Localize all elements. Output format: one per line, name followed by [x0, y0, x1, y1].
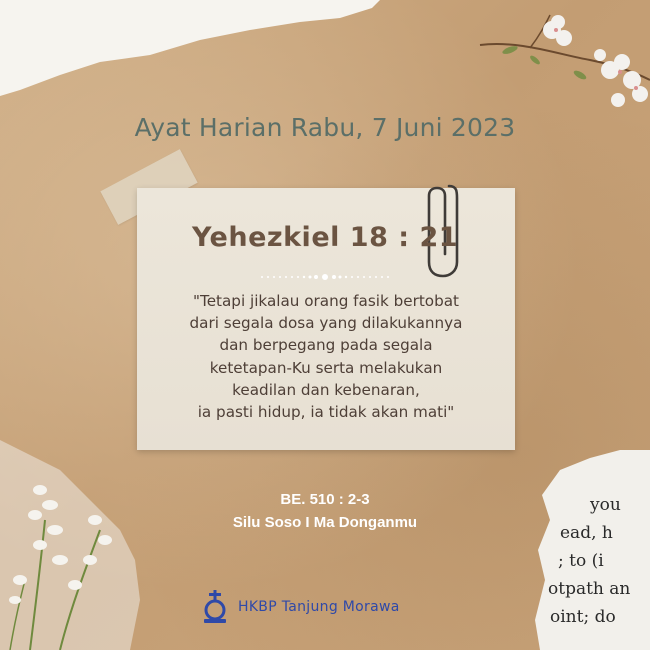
white-flower-sprig-icon — [0, 460, 140, 650]
book-text-line: otpath an — [548, 579, 631, 599]
verse-line: dan berpegang pada segala — [219, 336, 433, 355]
torn-book-page-decoration — [530, 450, 650, 650]
verse-line: keadilan dan kebenaran, — [232, 380, 420, 399]
book-text-line: ; to (i — [558, 551, 604, 571]
hymn-number: BE. 510 : 2-3 — [280, 491, 370, 508]
verse-line: ia pasti hidup, ia tidak akan mati" — [197, 403, 455, 422]
cherry-blossom-branch-icon — [460, 0, 650, 130]
verse-line: "Tetapi jikalau orang fasik bertobat — [193, 292, 459, 310]
page-title: Ayat Harian Rabu, 7 Juni 2023 — [134, 113, 516, 142]
verse-line: ketetapan-Ku serta melakukan — [209, 358, 443, 377]
dotted-divider — [258, 272, 392, 282]
hymn-title: Silu Soso I Ma Donganmu — [232, 514, 418, 531]
book-text-line: ead, h — [560, 523, 613, 543]
verse-reference: Yehezkiel 18 : 21 — [191, 222, 459, 253]
church-footer — [200, 590, 400, 624]
book-text-line: oint; do — [550, 607, 616, 627]
book-text-line: you — [590, 495, 621, 515]
verse-text — [137, 290, 515, 423]
verse-line: dari segala dosa yang dilakukannya — [189, 314, 463, 333]
church-name: HKBP Tanjung Morawa — [238, 599, 400, 615]
hkbp-cross-logo-icon — [200, 590, 230, 624]
